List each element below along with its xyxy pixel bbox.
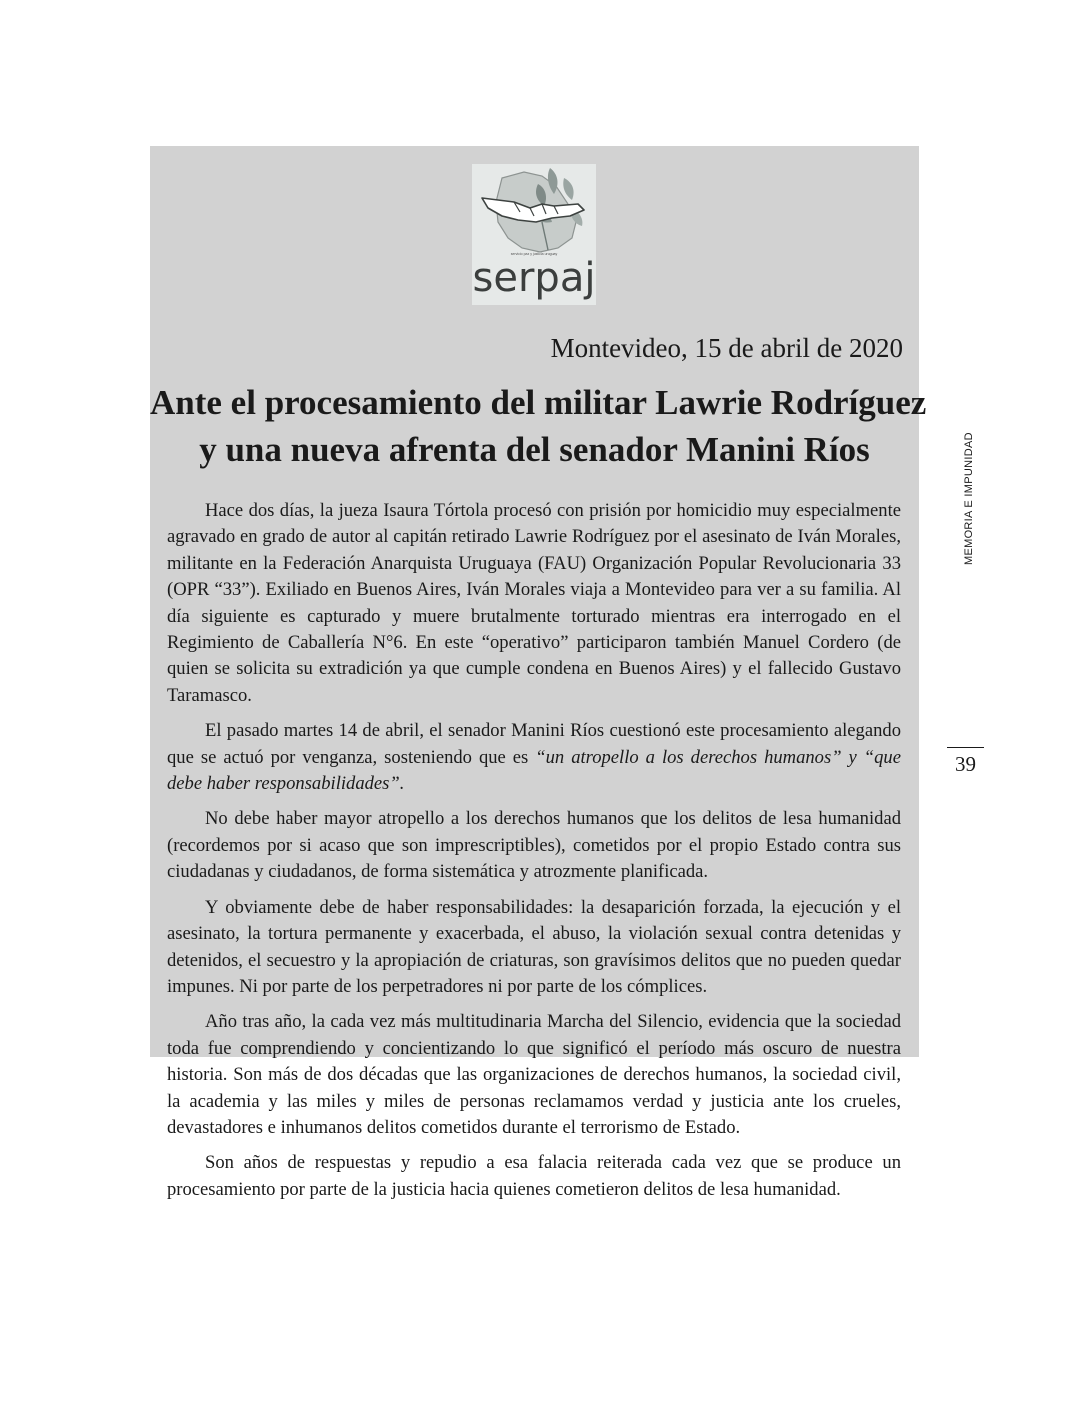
article-title: [150, 379, 927, 473]
logo-wordmark: serpaj: [472, 255, 596, 301]
paragraph-4: Y obviamente debe de haber responsabilidades: la desaparición forzada, la ejecución y el asesinato, la tortura permanente y exacerbada, el abuso, la violación sexual contra detenidas y detenidos, el secuestro y la apropiación de criaturas, son gravísimos delitos que no pueden quedar impunes. Ni por parte de los perpetradores ni por parte de los cómplices.: [167, 896, 901, 997]
paragraph-2: [167, 718, 901, 797]
paragraph-2-quote: “un atropello a los derechos humanos” y “que debe haber responsabilidades”.: [167, 746, 901, 795]
article-box: [150, 146, 927, 1200]
paragraph-3: No debe haber mayor atropello a los derechos humanos que los delitos de lesa humanidad (recordemos por si acaso que son imprescriptibles), cometidos por el propio Estado contra sus ciudadanas y ciudadanos, de forma sistemática y atrozmente planificada.: [167, 808, 901, 883]
paragraph-1: Hace dos días, la jueza Isaura Tórtola procesó con prisión por homicidio muy especialmente agravado en grado de autor al capitán retirado Lawrie Rodríguez por el asesinato de Iván Morales, militante en la Federación Anarquista Uruguaya (FAU) Organización Popular Revolucionaria 33 (OPR “33”). Exiliado en Buenos Aires, Iván Morales viaja a Montevideo para ver a su familia. Al día siguiente es capturado y muere brutalmente torturado mientras era interrogado en el Regimiento de Caballería N°6. En este “operativo” participaron también Manuel Cordero (de quien se solicita su extradición ya que cumple condena en Buenos Aires) y el fallecido Gustavo Taramasco.: [167, 500, 901, 706]
paragraph-5: Año tras año, la cada vez más multitudinaria Marcha del Silencio, evidencia que la sociedad toda fue comprendiendo y concientizando lo que significó el período más oscuro de nuestra historia. Son más de dos décadas que las organizaciones de derechos humanos, la sociedad civil, la academia y las miles y miles de personas reclamamos verdad y justicia ante los crueles, devastadores e inhumanos delitos cometidos durante el terrorismo de Estado.: [167, 1011, 901, 1138]
serpaj-logo: [472, 164, 596, 305]
paragraph-6: Son años de respuestas y repudio a esa falacia reiterada cada vez que se produce un procesamiento por parte de la justicia hacia quienes cometieron delitos de lesa humanidad.: [167, 1152, 901, 1200]
article-body: [167, 498, 901, 1212]
paragraph-2-text: El pasado martes 14 de abril, el senador Manini Ríos cuestionó este procesamiento alegando que se actuó por venganza, sosteniendo que es: [167, 720, 901, 768]
article-date: Montevideo, 15 de abril de 2020: [550, 333, 903, 363]
uruguay-map-hands-leaves-icon: [472, 164, 596, 256]
title-line-2: y una nueva afrenta del senador Manini Ríos: [199, 430, 870, 469]
logo-tagline: servicio paz y justicia uruguay: [510, 252, 558, 256]
page-number: 39: [955, 752, 976, 776]
page-number-rule: [947, 747, 984, 748]
section-side-label: MEMORIA E IMPUNIDAD: [963, 432, 975, 565]
title-line-1: Ante el procesamiento del militar Lawrie Rodríguez: [150, 383, 927, 422]
